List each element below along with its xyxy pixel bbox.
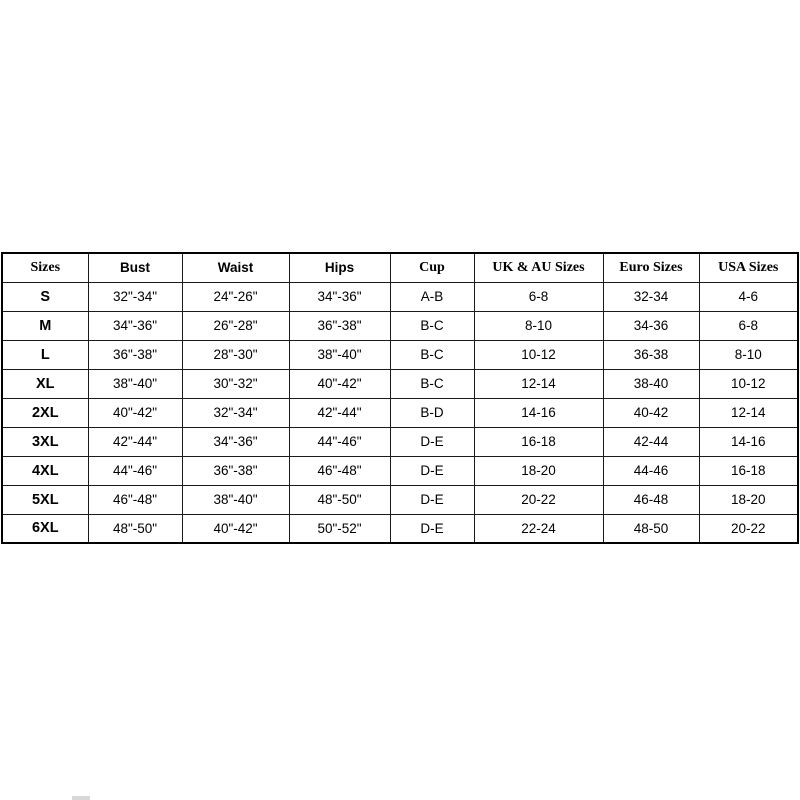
header-row [2, 253, 798, 282]
cell-size: 3XL [2, 427, 88, 456]
cell-uk-au: 10-12 [474, 340, 603, 369]
cell-hips: 44"-46" [289, 427, 390, 456]
cell-usa: 8-10 [699, 340, 798, 369]
cell-euro: 38-40 [603, 369, 699, 398]
cell-size: L [2, 340, 88, 369]
cell-size: S [2, 282, 88, 311]
cell-bust: 48"-50" [88, 514, 182, 543]
cell-hips: 42"-44" [289, 398, 390, 427]
cell-uk-au: 14-16 [474, 398, 603, 427]
cell-bust: 44"-46" [88, 456, 182, 485]
cell-cup: D-E [390, 456, 474, 485]
cell-cup: D-E [390, 514, 474, 543]
cell-waist: 30"-32" [182, 369, 289, 398]
cell-usa: 14-16 [699, 427, 798, 456]
cell-waist: 36"-38" [182, 456, 289, 485]
cell-cup: D-E [390, 485, 474, 514]
cell-waist: 40"-42" [182, 514, 289, 543]
cell-euro: 34-36 [603, 311, 699, 340]
bottom-edge-mark [72, 796, 90, 800]
cell-bust: 36"-38" [88, 340, 182, 369]
cell-uk-au: 22-24 [474, 514, 603, 543]
cell-hips: 50"-52" [289, 514, 390, 543]
cell-uk-au: 16-18 [474, 427, 603, 456]
cell-usa: 4-6 [699, 282, 798, 311]
header-hips: Hips [289, 253, 390, 282]
cell-size: 6XL [2, 514, 88, 543]
cell-euro: 40-42 [603, 398, 699, 427]
table-row [2, 427, 798, 456]
cell-uk-au: 8-10 [474, 311, 603, 340]
header-uk-au-sizes: UK & AU Sizes [474, 253, 603, 282]
cell-usa: 10-12 [699, 369, 798, 398]
cell-hips: 34"-36" [289, 282, 390, 311]
cell-euro: 36-38 [603, 340, 699, 369]
cell-cup: B-C [390, 311, 474, 340]
cell-uk-au: 18-20 [474, 456, 603, 485]
cell-waist: 26"-28" [182, 311, 289, 340]
cell-hips: 40"-42" [289, 369, 390, 398]
cell-bust: 34"-36" [88, 311, 182, 340]
header-euro-sizes: Euro Sizes [603, 253, 699, 282]
cell-waist: 28"-30" [182, 340, 289, 369]
cell-uk-au: 6-8 [474, 282, 603, 311]
size-chart-table [1, 252, 799, 544]
cell-size: XL [2, 369, 88, 398]
cell-usa: 16-18 [699, 456, 798, 485]
header-bust: Bust [88, 253, 182, 282]
table-row [2, 485, 798, 514]
cell-size: 4XL [2, 456, 88, 485]
cell-waist: 34"-36" [182, 427, 289, 456]
cell-size: 5XL [2, 485, 88, 514]
cell-waist: 38"-40" [182, 485, 289, 514]
table-row [2, 514, 798, 543]
cell-hips: 36"-38" [289, 311, 390, 340]
cell-usa: 20-22 [699, 514, 798, 543]
cell-euro: 44-46 [603, 456, 699, 485]
cell-euro: 48-50 [603, 514, 699, 543]
cell-hips: 46"-48" [289, 456, 390, 485]
cell-hips: 48"-50" [289, 485, 390, 514]
table-row [2, 456, 798, 485]
table-row [2, 311, 798, 340]
cell-uk-au: 12-14 [474, 369, 603, 398]
cell-cup: A-B [390, 282, 474, 311]
cell-euro: 42-44 [603, 427, 699, 456]
cell-size: 2XL [2, 398, 88, 427]
table-row [2, 282, 798, 311]
cell-cup: B-C [390, 340, 474, 369]
cell-usa: 12-14 [699, 398, 798, 427]
cell-bust: 32"-34" [88, 282, 182, 311]
cell-cup: B-D [390, 398, 474, 427]
cell-euro: 46-48 [603, 485, 699, 514]
cell-euro: 32-34 [603, 282, 699, 311]
table-row [2, 398, 798, 427]
size-chart-body [2, 282, 798, 543]
table-row [2, 369, 798, 398]
cell-usa: 6-8 [699, 311, 798, 340]
cell-bust: 40"-42" [88, 398, 182, 427]
cell-waist: 24"-26" [182, 282, 289, 311]
cell-cup: D-E [390, 427, 474, 456]
header-usa-sizes: USA Sizes [699, 253, 798, 282]
header-waist: Waist [182, 253, 289, 282]
cell-waist: 32"-34" [182, 398, 289, 427]
cell-bust: 38"-40" [88, 369, 182, 398]
table-row [2, 340, 798, 369]
cell-uk-au: 20-22 [474, 485, 603, 514]
cell-hips: 38"-40" [289, 340, 390, 369]
cell-bust: 46"-48" [88, 485, 182, 514]
cell-cup: B-C [390, 369, 474, 398]
cell-size: M [2, 311, 88, 340]
cell-usa: 18-20 [699, 485, 798, 514]
header-cup: Cup [390, 253, 474, 282]
header-sizes: Sizes [2, 253, 88, 282]
cell-bust: 42"-44" [88, 427, 182, 456]
